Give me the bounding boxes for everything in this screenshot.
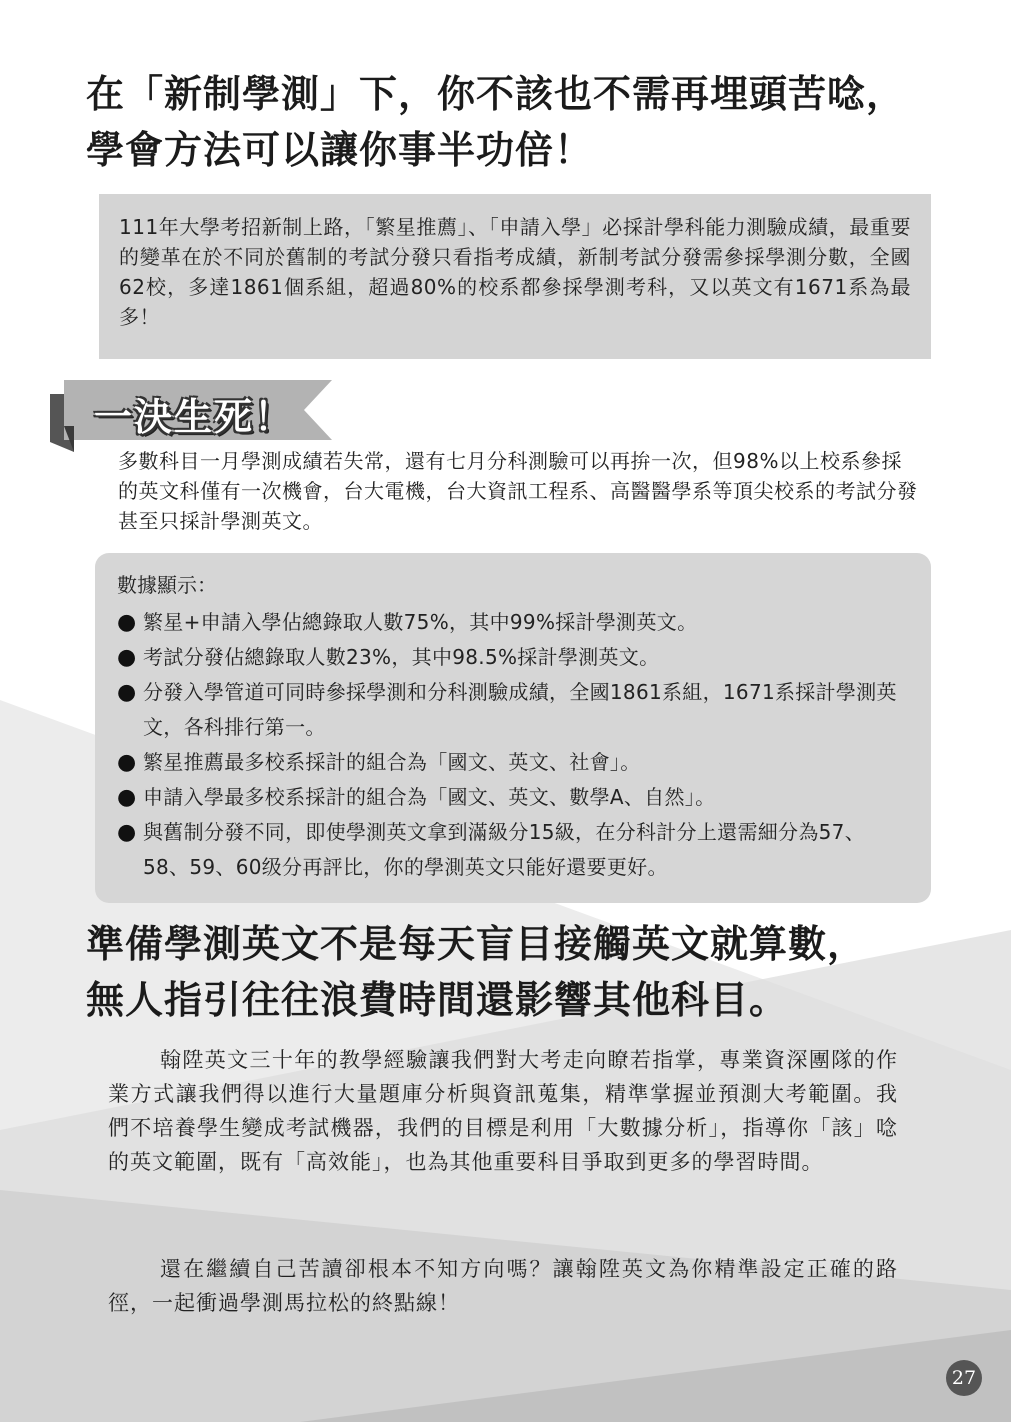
stats-item (117, 780, 911, 815)
stats-list (117, 605, 911, 885)
headline-top-line-1: 在「新制學測」下，你不該也不需再埋頭苦唸， (86, 72, 906, 116)
body-paragraph-2: 還在繼續自己苦讀卻根本不知方向嗎？讓翰陞英文為你精準設定正確的路徑，一起衝過學測馬拉松的終點線！ (108, 1257, 898, 1315)
bullet-icon: ● (117, 785, 137, 810)
bullet-icon: ● (117, 645, 137, 670)
section-paragraph: 多數科目一月學測成績若失常，還有七月分科測驗可以再拚一次，但98%以上校系參採的英文科僅有一次機會，台大電機，台大資訊工程系、高醫醫學系等頂尖校系的考試分發甚至只採計學測英文。 (118, 449, 918, 533)
body-paragraph-1: 翰陞英文三十年的教學經驗讓我們對大考走向瞭若指掌，專業資深團隊的作業方式讓我們得以進行大量題庫分析與資訊蒐集，精準掌握並預測大考範圍。我們不培養學生變成考試機器，我們的目標是利用「大數據分析」，指導你「該」唸的英文範圍，既有「高效能」，也為其他重要科目爭取到更多的學習時間。 (108, 1048, 898, 1174)
stats-item (117, 605, 911, 640)
stats-item-text: 繁星+申請入學佔總錄取人數75%，其中99%採計學測英文。 (143, 610, 698, 634)
stats-item (117, 745, 911, 780)
headline-top (86, 66, 966, 178)
stats-item-text: 繁星推薦最多校系採計的組合為「國文、英文、社會」。 (143, 750, 641, 774)
bullet-icon: ● (117, 610, 137, 635)
bullet-icon: ● (117, 680, 137, 705)
stats-item (117, 815, 911, 885)
stats-item-text: 申請入學最多校系採計的組合為「國文、英文、數學A、自然」。 (143, 785, 716, 809)
page-number: 27 (946, 1360, 982, 1396)
intro-text: 111年大學考招新制上路，「繁星推薦」、「申請入學」必採計學科能力測驗成績，最重要的變革在於不同於舊制的考試分發只看指考成績，新制考試分發需參採學測分數，全國62校，多達1861個系組，超過80%的校系都參採學測考科，又以英文有1671系為最多！ (119, 215, 911, 329)
headline-bottom-line-2: 無人指引往往浪費時間還影響其他科目。 (86, 978, 789, 1022)
headline-bottom-line-1: 準備學測英文不是每天盲目接觸英文就算數， (86, 922, 867, 966)
stats-item-text: 分發入學管道可同時參採學測和分科測驗成績，全國1861系組，1671系採計學測英文，各科排行第一。 (143, 680, 897, 739)
stats-item (117, 640, 911, 675)
intro-box (99, 194, 931, 359)
bullet-icon: ● (117, 820, 137, 845)
stats-box (95, 553, 931, 903)
banner-label: 一決生死！ (94, 395, 295, 439)
stats-item-text: 考試分發佔總錄取人數23%，其中98.5%採計學測英文。 (143, 645, 660, 669)
headline-bottom (86, 916, 966, 1028)
stats-item (117, 675, 911, 745)
bullet-icon: ● (117, 750, 137, 775)
headline-top-line-2: 學會方法可以讓你事半功倍！ (86, 128, 594, 172)
stats-item-text: 與舊制分發不同，即使學測英文拿到滿級分15級，在分科計分上還需細分為57、58、59、60级分再評比，你的學測英文只能好還要更好。 (143, 820, 865, 879)
stats-title: 數據顯示： (117, 573, 217, 597)
section-banner (50, 380, 340, 452)
